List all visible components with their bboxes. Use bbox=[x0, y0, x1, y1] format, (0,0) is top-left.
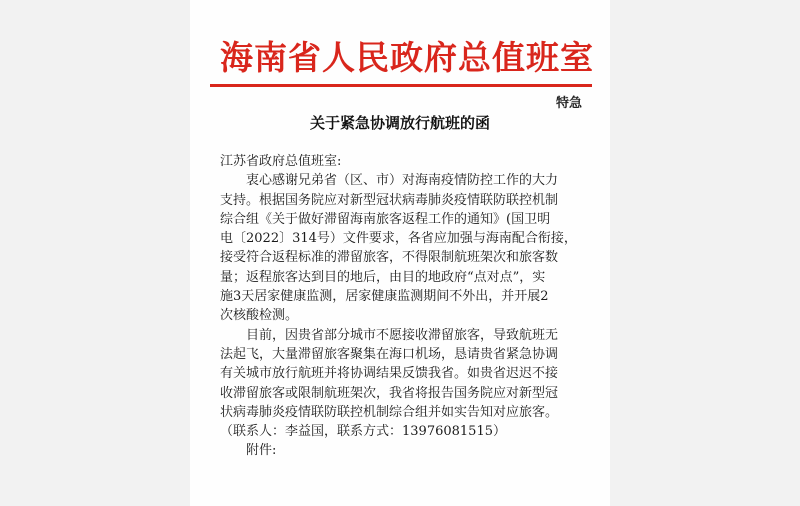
paragraph-2-cont bbox=[220, 345, 582, 441]
document-body bbox=[220, 152, 582, 461]
paragraph-1-line: 接受符合返程标准的滞留旅客，不得限制航班架次和旅客数 bbox=[220, 250, 559, 266]
paragraph-2-line: 有关城市放行航班并将协调结果反馈我省。如贵省迟迟不接 bbox=[220, 366, 559, 382]
paragraph-2-line: 目前，因贵省部分城市不愿接收滞留旅客，导致航班无 bbox=[246, 327, 559, 343]
paragraph-1-line: 量；返程旅客达到目的地后，由目的地政府“点对点”，实 bbox=[220, 269, 546, 285]
document-page bbox=[190, 0, 610, 506]
paragraph-2-line: 法起飞，大量滞留旅客聚集在海口机场，恳请贵省紧急协调 bbox=[220, 346, 559, 362]
paragraph-1-line: 电〔2022〕314号）文件要求，各省应加强与海南配合衔接， bbox=[220, 231, 577, 247]
header-red-rule bbox=[210, 84, 592, 87]
paragraph-1-line: 次核酸检测。 bbox=[220, 308, 299, 324]
right-margin-background bbox=[610, 0, 800, 506]
paragraph-1 bbox=[220, 171, 582, 190]
left-margin-background bbox=[0, 0, 190, 506]
paragraph-1-line: 综合组《关于做好滞留海南旅客返程工作的通知》(国卫明 bbox=[220, 211, 551, 227]
paragraph-2 bbox=[220, 326, 582, 345]
paragraph-1-line: 支持。根据国务院应对新型冠状病毒肺炎疫情联防联控机制 bbox=[220, 192, 559, 208]
paragraph-1-cont bbox=[220, 191, 582, 326]
paragraph-2-line: 收滞留旅客或限制航班架次，我省将报告国务院应对新型冠 bbox=[220, 385, 559, 401]
attachment-label: 附件: bbox=[246, 443, 277, 459]
paragraph-1-line: 施3天居家健康监测，居家健康监测期间不外出，并开展2 bbox=[220, 289, 549, 305]
document-title: 关于紧急协调放行航班的函 bbox=[309, 114, 490, 132]
document-header: 海南省人民政府总值班室 bbox=[220, 38, 594, 77]
addressee: 江苏省政府总值班室: bbox=[220, 154, 342, 169]
paragraph-2-line: （联系人：李益国，联系方式：13976081515） bbox=[220, 424, 506, 440]
paragraph-1-line: 衷心感谢兄弟省（区、市）对海南疫情防控工作的大力 bbox=[246, 173, 559, 189]
paragraph-2-line: 状病毒肺炎疫情联防联控机制综合组并如实告知对应旅客。 bbox=[220, 404, 559, 420]
urgency-label: 特急 bbox=[555, 96, 582, 111]
